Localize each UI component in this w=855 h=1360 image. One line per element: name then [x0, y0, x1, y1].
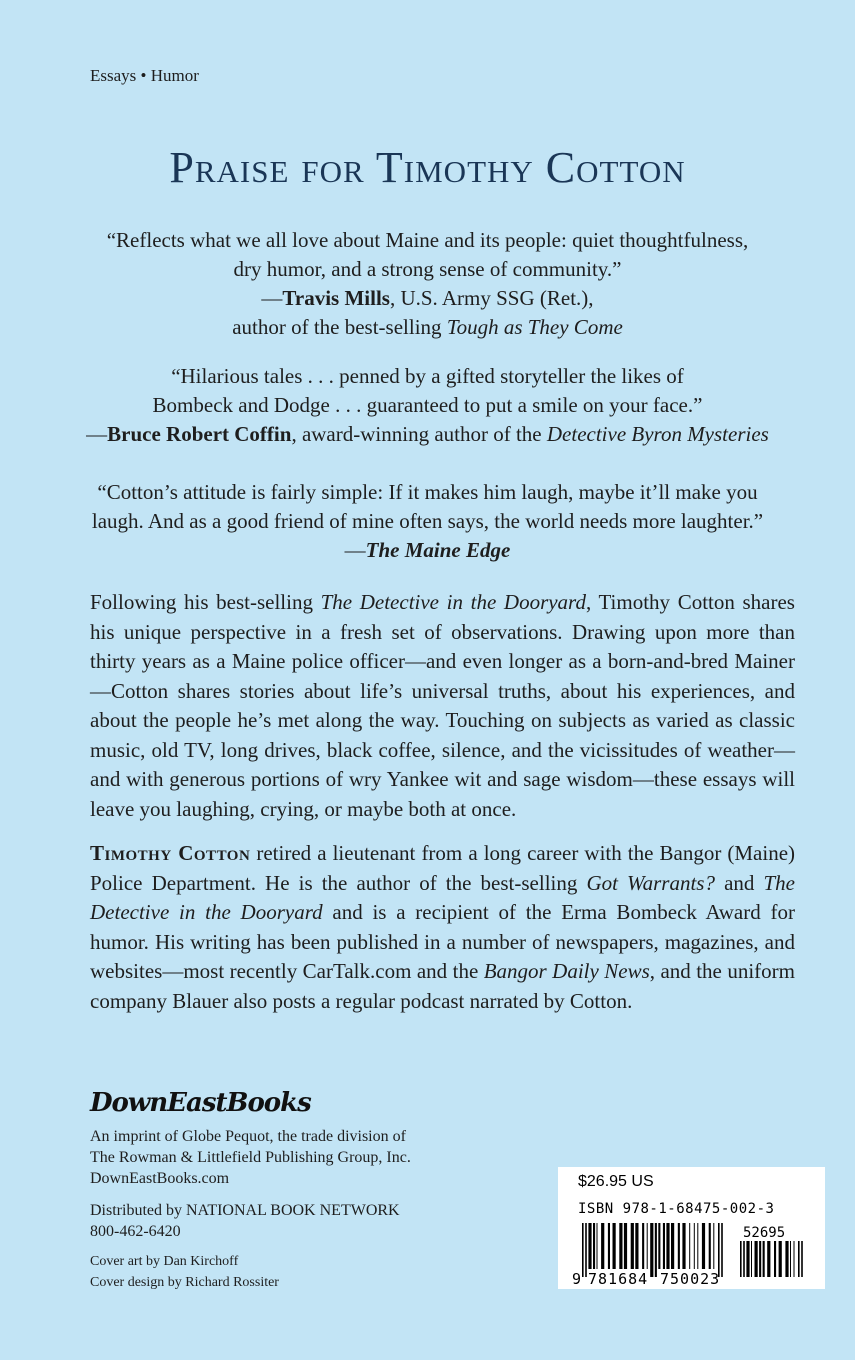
barcode-bar — [582, 1223, 584, 1277]
author-bio: Timothy Cotton retired a lieutenant from a long career with the Bangor (Maine) Police Department. He is the author of the best-selling Got Warrants? and The Detective in the Dooryard and is a recipient of the Erma Bombeck Award for humor. His writing has been published in a number of newspapers, magazines, and websites—most recently CarTalk.com and the Bangor Daily News, and the uniform company Blauer also posts a regular podcast narrated by Cotton. — [90, 841, 796, 1013]
barcode-bar — [601, 1223, 604, 1269]
barcode-bar — [655, 1223, 657, 1277]
barcode-bar — [663, 1223, 665, 1269]
barcode-panel — [558, 1167, 825, 1289]
barcode-bar — [635, 1223, 638, 1269]
barcode-bar — [608, 1223, 610, 1269]
barcode-bar — [709, 1223, 711, 1269]
barcode-bar — [671, 1223, 674, 1269]
barcode-bar — [743, 1241, 745, 1277]
book-description: Following his best-selling The Detective in the Dooryard, Timothy Cotton shares his unique perspective in a fresh set of observations. Drawing upon more than thirty years as a Maine police officer—and even longer as a born-and-bred Mainer—Cotton shares stories about life’s universal truths, about his experiences, and about the people he’s met along the way. Touching on subjects as varied as classic music, old TV, long drives, black coffee, silence, and the vicissitudes of weather—and with generous portions of wry Yankee wit and sage wisdom—these essays will leave you laughing, crying, or maybe both at once. — [90, 590, 795, 821]
barcode-bar — [713, 1223, 714, 1269]
cover-design-credit: Cover design by Richard Rossiter — [90, 1275, 279, 1290]
barcode-bar — [794, 1241, 795, 1277]
barcode-bar — [658, 1223, 660, 1269]
barcode-bar — [613, 1223, 616, 1269]
ean-right-digits: 750023 — [660, 1270, 721, 1288]
distribution-info — [90, 1200, 400, 1242]
quote-block-coffin — [60, 362, 795, 449]
quote-attribution-detail: author of the best-selling Tough as They Come — [232, 315, 623, 339]
barcode-bar — [751, 1241, 752, 1277]
quote-block-maine-edge — [60, 478, 795, 565]
cover-art-credit: Cover art by Dan Kirchoff — [90, 1254, 239, 1269]
ean13-bars — [582, 1223, 723, 1277]
barcode-bar — [697, 1223, 698, 1269]
quote-attribution: —The Maine Edge — [344, 538, 511, 562]
ean-left-digits: 781684 — [588, 1270, 649, 1288]
category-label: Essays • Humor — [90, 66, 199, 85]
barcode-bar — [694, 1223, 695, 1269]
quote-attribution: —Bruce Robert Coffin, award-winning author of the Detective Byron Mysteries — [86, 422, 769, 446]
publisher-logo: DownEastBooks — [90, 1088, 311, 1118]
addon-digits: 52695 — [743, 1225, 786, 1241]
barcode-bar — [666, 1223, 669, 1269]
author-name: Timothy Cotton — [90, 841, 251, 865]
imprint-line: An imprint of Globe Pequot, the trade division of — [90, 1128, 406, 1145]
barcode-bar — [702, 1223, 705, 1269]
barcode-bar — [790, 1241, 791, 1277]
barcode-bar — [585, 1223, 587, 1277]
ean-first-digit: 9 — [572, 1270, 582, 1288]
distributor: Distributed by NATIONAL BOOK NETWORK — [90, 1202, 400, 1219]
quote-line: “Reflects what we all love about Maine and its people: quiet thoughtfulness, — [106, 228, 749, 252]
quote-line: “Hilarious tales . . . penned by a gifted storyteller the likes of — [171, 364, 684, 388]
barcode-bar — [763, 1241, 765, 1277]
barcode-bar — [721, 1223, 723, 1277]
barcode-bar — [678, 1223, 680, 1269]
distributor-phone: 800-462-6420 — [90, 1223, 181, 1240]
quote-line: dry humor, and a strong sense of community.” — [233, 257, 622, 281]
barcode-bar — [682, 1223, 685, 1269]
barcode-bar — [624, 1223, 627, 1269]
barcode-bar — [597, 1223, 598, 1269]
praise-heading: Praise for Timothy Cotton — [169, 143, 686, 192]
barcode-bar — [774, 1241, 776, 1277]
barcode-bar — [631, 1223, 634, 1269]
barcode-bar — [759, 1241, 761, 1277]
barcode-bar — [767, 1241, 770, 1277]
barcode-bar — [647, 1223, 648, 1269]
cover-credits — [90, 1251, 279, 1293]
isbn-label: ISBN 978-1-68475-002-3 — [578, 1201, 775, 1217]
publisher-website: DownEastBooks.com — [90, 1170, 230, 1187]
quote-attribution: —Travis Mills, U.S. Army SSG (Ret.), — [261, 286, 594, 310]
barcode-bar — [755, 1241, 758, 1277]
barcode-bar — [689, 1223, 690, 1269]
quote-line: laugh. And as a good friend of mine often says, the world needs more laughter.” — [91, 509, 764, 533]
barcode-bar — [593, 1223, 595, 1269]
barcode-bar — [619, 1223, 622, 1269]
quote-block-mills — [60, 226, 795, 342]
barcode-bar — [650, 1223, 653, 1277]
barcode-bar — [779, 1241, 782, 1277]
barcode-bar — [718, 1223, 720, 1277]
barcode-bar — [785, 1241, 788, 1277]
quote-line: Bombeck and Dodge . . . guaranteed to put a smile on your face.” — [152, 393, 703, 417]
barcode-bar — [801, 1241, 803, 1277]
barcode-bar — [588, 1223, 591, 1269]
barcode-bar — [798, 1241, 800, 1277]
barcode-bar — [746, 1241, 749, 1277]
quote-line: “Cotton’s attitude is fairly simple: If it makes him laugh, maybe it’ll make you — [97, 480, 758, 504]
addon-bars — [740, 1241, 803, 1277]
barcode-graphic — [558, 1167, 825, 1289]
barcode-bar — [642, 1223, 644, 1269]
barcode-bar — [740, 1241, 742, 1277]
imprint-line: The Rowman & Littlefield Publishing Group, Inc. — [90, 1149, 411, 1166]
price-label: $26.95 US — [578, 1173, 654, 1190]
publisher-imprint — [90, 1126, 411, 1189]
